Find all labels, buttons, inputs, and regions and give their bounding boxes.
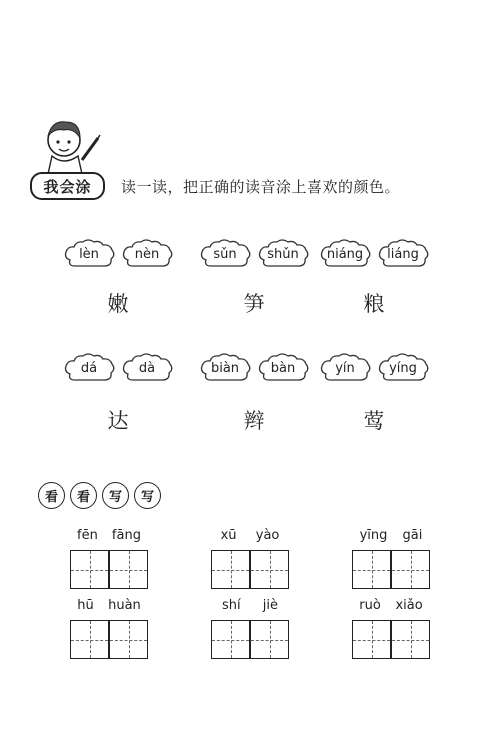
writing-pinyin-syllable: fēn: [77, 528, 98, 543]
pinyin-option-label: yín: [335, 360, 355, 376]
writing-pinyin-syllable: jiè: [262, 598, 278, 613]
writing-word-group: [211, 528, 289, 592]
writing-pinyin-syllable: xū: [220, 528, 237, 543]
writing-pinyin: [352, 528, 430, 543]
pinyin-option-label: niáng: [326, 246, 364, 262]
pinyin-option-cloud[interactable]: [376, 352, 430, 384]
pinyin-option-label: sǔn: [213, 246, 237, 262]
writing-pinyin-syllable: hū: [77, 598, 94, 613]
chinese-character: 粮: [363, 292, 385, 316]
pinyin-option-label: shǔn: [267, 246, 299, 262]
writing-pinyin-syllable: xiǎo: [395, 598, 423, 613]
writing-grid-cell[interactable]: [352, 550, 391, 589]
pinyin-option-label: liáng: [387, 246, 419, 262]
writing-grid-cell[interactable]: [211, 550, 250, 589]
title-char-circle: 看: [38, 482, 65, 509]
chinese-character: 辫: [243, 409, 265, 433]
writing-word-group: [70, 528, 148, 592]
writing-grid-cell[interactable]: [109, 550, 148, 589]
writing-pinyin: [211, 598, 289, 613]
title-char-circle: 写: [134, 482, 161, 509]
chinese-character: 达: [107, 409, 129, 433]
chinese-character: 嫩: [107, 292, 129, 316]
writing-grid-cell[interactable]: [250, 620, 289, 659]
writing-word-group: [70, 598, 148, 662]
writing-word-group: [352, 598, 430, 662]
pinyin-option-label: yíng: [389, 360, 417, 376]
writing-pinyin-syllable: huàn: [108, 598, 141, 613]
writing-grid-cell[interactable]: [70, 620, 109, 659]
pinyin-option-cloud[interactable]: [120, 238, 174, 270]
chinese-character: 笋: [243, 292, 265, 316]
pinyin-option-cloud[interactable]: [62, 352, 116, 384]
writing-grid-cell[interactable]: [109, 620, 148, 659]
pinyin-option-label: lèn: [79, 246, 99, 262]
pinyin-option-label: dà: [138, 360, 156, 376]
pinyin-option-label: bàn: [270, 360, 296, 376]
pinyin-option-label: dá: [80, 360, 98, 376]
writing-pinyin-syllable: yào: [255, 528, 280, 543]
writing-word-group: [352, 528, 430, 592]
pinyin-option-cloud[interactable]: [318, 238, 372, 270]
instruction-text: 读一读，把正确的读音涂上喜欢的颜色。: [121, 178, 401, 196]
writing-pinyin: [352, 598, 430, 613]
writing-pinyin-syllable: ruò: [359, 598, 381, 613]
writing-word-group: [211, 598, 289, 662]
writing-grid-cell[interactable]: [211, 620, 250, 659]
writing-grid-cell[interactable]: [391, 620, 430, 659]
pinyin-option-cloud[interactable]: [318, 352, 372, 384]
writing-pinyin: [211, 528, 289, 543]
writing-grid-cell[interactable]: [391, 550, 430, 589]
pinyin-option-cloud[interactable]: [256, 238, 310, 270]
pinyin-option-cloud[interactable]: [198, 352, 252, 384]
pinyin-option-cloud[interactable]: [256, 352, 310, 384]
writing-pinyin-syllable: gāi: [402, 528, 423, 543]
pinyin-option-cloud[interactable]: [198, 238, 252, 270]
writing-grid-cell[interactable]: [70, 550, 109, 589]
pinyin-option-cloud[interactable]: [120, 352, 174, 384]
writing-grid-cell[interactable]: [250, 550, 289, 589]
section-badge: 我会涂: [30, 172, 105, 200]
pinyin-option-label: nèn: [134, 246, 160, 262]
writing-pinyin: [70, 528, 148, 543]
writing-pinyin-syllable: fāng: [111, 528, 141, 543]
pinyin-option-label: biàn: [210, 360, 240, 376]
writing-pinyin: [70, 598, 148, 613]
chinese-character: 莺: [363, 409, 385, 433]
writing-pinyin-syllable: yīng: [359, 528, 388, 543]
title-char-circle: 写: [102, 482, 129, 509]
writing-pinyin-syllable: shí: [222, 598, 241, 613]
title-char-circle: 看: [70, 482, 97, 509]
pinyin-option-cloud[interactable]: [376, 238, 430, 270]
writing-grid-cell[interactable]: [352, 620, 391, 659]
pinyin-option-cloud[interactable]: [62, 238, 116, 270]
